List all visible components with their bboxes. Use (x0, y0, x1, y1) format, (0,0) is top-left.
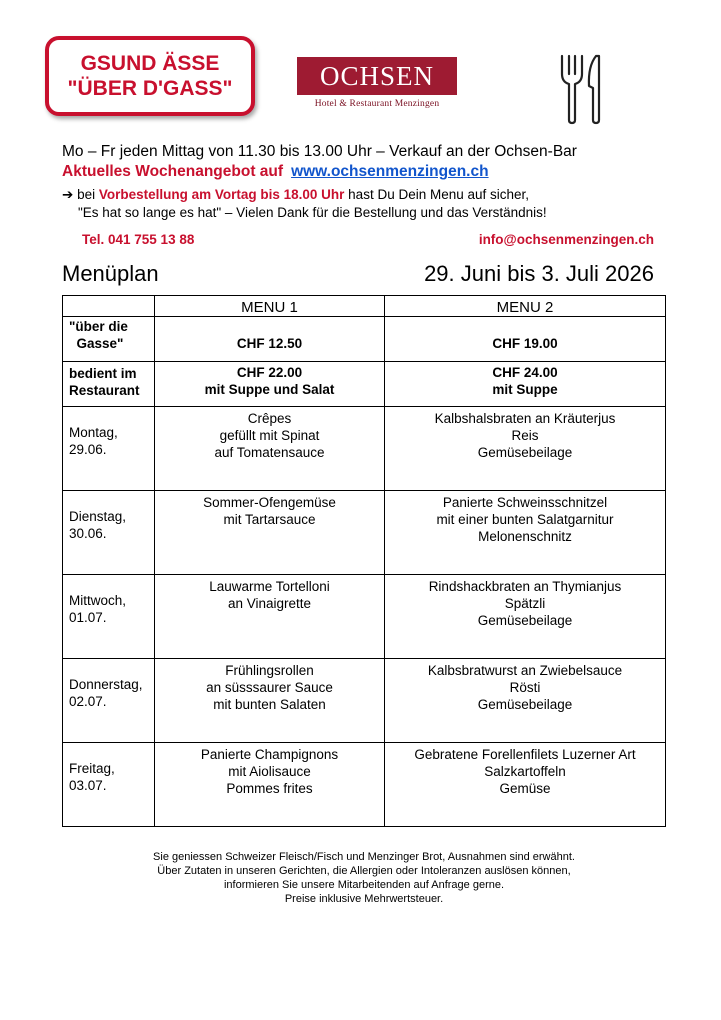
dish-line: mit einer bunten Salatgarnitur (436, 512, 614, 527)
footer-line: informieren Sie unsere Mitarbeitenden auf Anfrage gerne. (223, 879, 505, 891)
dish-menu-1 (155, 575, 385, 659)
day-name: Montag, (69, 425, 118, 440)
day-date: 01.07. (69, 610, 107, 625)
badge-line-1: GSUND ÄSSE (80, 52, 220, 75)
dish-line: Gemüsebeilage (477, 445, 573, 460)
weekly-offer-line (62, 163, 489, 181)
dish-menu-2 (385, 491, 666, 575)
price-note: mit Suppe (492, 382, 558, 397)
day-date: 30.06. (69, 526, 107, 541)
price-label-line: Gasse" (69, 336, 124, 351)
day-row-tuesday (63, 491, 666, 575)
dish-line: Lauwarme Tortelloni (209, 579, 330, 594)
dish-line: Reis (511, 428, 539, 443)
fork-and-knife-icon (558, 52, 606, 126)
day-label (63, 575, 155, 659)
day-label (63, 407, 155, 491)
menu-plan-title: Menüplan (62, 261, 159, 286)
arrow-right-icon: ➔ (62, 187, 74, 202)
price-row-restaurant (63, 362, 666, 407)
logo-subtitle: Hotel & Restaurant Menzingen (314, 99, 440, 109)
dish-menu-2 (385, 407, 666, 491)
dish-menu-2 (385, 575, 666, 659)
menu-header-row (63, 296, 666, 317)
dish-menu-1 (155, 407, 385, 491)
day-row-monday (63, 407, 666, 491)
day-date: 02.07. (69, 694, 107, 709)
day-label (63, 743, 155, 827)
day-label (63, 659, 155, 743)
ochsen-logo (297, 57, 457, 109)
day-label (63, 491, 155, 575)
dish-line: Pommes frites (226, 781, 313, 796)
dish-line: Panierte Schweinsschnitzel (442, 495, 608, 510)
day-name: Freitag, (69, 761, 115, 776)
logo-name: OCHSEN (297, 57, 457, 95)
dish-line: Kalbsbratwurst an Zwiebelsauce (427, 663, 623, 678)
day-row-friday (63, 743, 666, 827)
dish-line: Panierte Champignons (200, 747, 339, 762)
day-name: Mittwoch, (69, 593, 127, 608)
preorder-text-1: bei (73, 187, 99, 202)
price-menu-1 (155, 362, 385, 407)
dish-line: mit Tartarsauce (223, 512, 316, 527)
dish-line: Gemüsebeilage (477, 613, 573, 628)
dish-line: mit bunten Salaten (213, 697, 326, 712)
price-menu-2 (385, 317, 666, 362)
header-menu-2: MENU 2 (385, 296, 666, 317)
price-value: CHF 22.00 (236, 365, 303, 380)
dish-line: auf Tomatensauce (214, 445, 325, 460)
preorder-line-1 (62, 187, 529, 203)
dish-menu-1 (155, 659, 385, 743)
price-menu-1 (155, 317, 385, 362)
day-name: Donnerstag, (69, 677, 143, 692)
menu-plan-dates: 29. Juni bis 3. Juli 2026 (424, 261, 654, 286)
preorder-line-2: "Es hat so lange es hat" – Vielen Dank für die Bestellung und das Verständnis! (78, 205, 547, 220)
header-menu-1: MENU 1 (155, 296, 385, 317)
phone-number: Tel. 041 755 13 88 (82, 232, 195, 247)
dish-line: Rösti (509, 680, 541, 695)
price-label (63, 317, 155, 362)
day-date: 03.07. (69, 778, 107, 793)
weekly-offer-label: Aktuelles Wochenangebot auf (62, 163, 284, 180)
dish-line: Gemüse (499, 781, 551, 796)
header-empty-cell (63, 296, 155, 317)
day-row-wednesday (63, 575, 666, 659)
dish-line: Kalbshalsbraten an Kräuterjus (434, 411, 616, 426)
dish-line: Gebratene Forellenfilets Luzerner Art (414, 747, 636, 762)
price-value: CHF 24.00 (492, 365, 558, 380)
dish-line: mit Aiolisauce (228, 764, 311, 779)
day-row-thursday (63, 659, 666, 743)
dish-line: an süsssaurer Sauce (206, 680, 333, 695)
dish-menu-1 (155, 491, 385, 575)
price-menu-2 (385, 362, 666, 407)
price-value: CHF 12.50 (236, 336, 303, 351)
dish-menu-2 (385, 659, 666, 743)
dish-menu-2 (385, 743, 666, 827)
price-label-line: "über die (69, 319, 128, 334)
footer-notes (62, 850, 666, 906)
day-date: 29.06. (69, 442, 107, 457)
preorder-highlight: Vorbestellung am Vortag bis 18.00 Uhr (98, 187, 345, 202)
price-label-line: bedient im (69, 366, 137, 381)
price-label-line: Restaurant (69, 383, 140, 398)
dish-line: Crêpes (247, 411, 292, 426)
dish-line: gefüllt mit Spinat (219, 428, 320, 443)
dish-line: Gemüsebeilage (477, 697, 573, 712)
menu-table (62, 295, 666, 827)
price-note: mit Suppe und Salat (204, 382, 335, 397)
footer-line: Sie geniessen Schweizer Fleisch/Fisch und Menzinger Brot, Ausnahmen sind erwähnt. (153, 851, 575, 863)
price-value: CHF 19.00 (492, 336, 558, 351)
email-address[interactable]: info@ochsenmenzingen.ch (478, 232, 654, 247)
gsund-asse-badge (45, 36, 255, 116)
dish-line: Rindshackbraten an Thymianjus (428, 579, 622, 594)
footer-line: Über Zutaten in unseren Gerichten, die Allergien oder Intoleranzen auslösen können, (157, 865, 571, 877)
dish-line: an Vinaigrette (227, 596, 312, 611)
dish-line: Salzkartoffeln (484, 764, 566, 779)
opening-hours: Mo – Fr jeden Mittag von 11.30 bis 13.00 Uhr – Verkauf an der Ochsen-Bar (62, 143, 577, 160)
price-row-take-away (63, 317, 666, 362)
dish-line: Sommer-Ofengemüse (203, 495, 336, 510)
website-link[interactable]: www.ochsenmenzingen.ch (291, 163, 489, 180)
dish-line: Frühlingsrollen (225, 663, 314, 678)
preorder-text-2: hast Du Dein Menu auf sicher, (344, 187, 530, 202)
dish-menu-1 (155, 743, 385, 827)
footer-line: Preise inklusive Mehrwertsteuer. (284, 893, 444, 905)
day-name: Dienstag, (69, 509, 127, 524)
badge-line-2: "ÜBER D'GASS" (67, 77, 233, 100)
dish-line: Spätzli (504, 596, 546, 611)
price-label (63, 362, 155, 407)
dish-line: Melonenschnitz (478, 529, 572, 544)
